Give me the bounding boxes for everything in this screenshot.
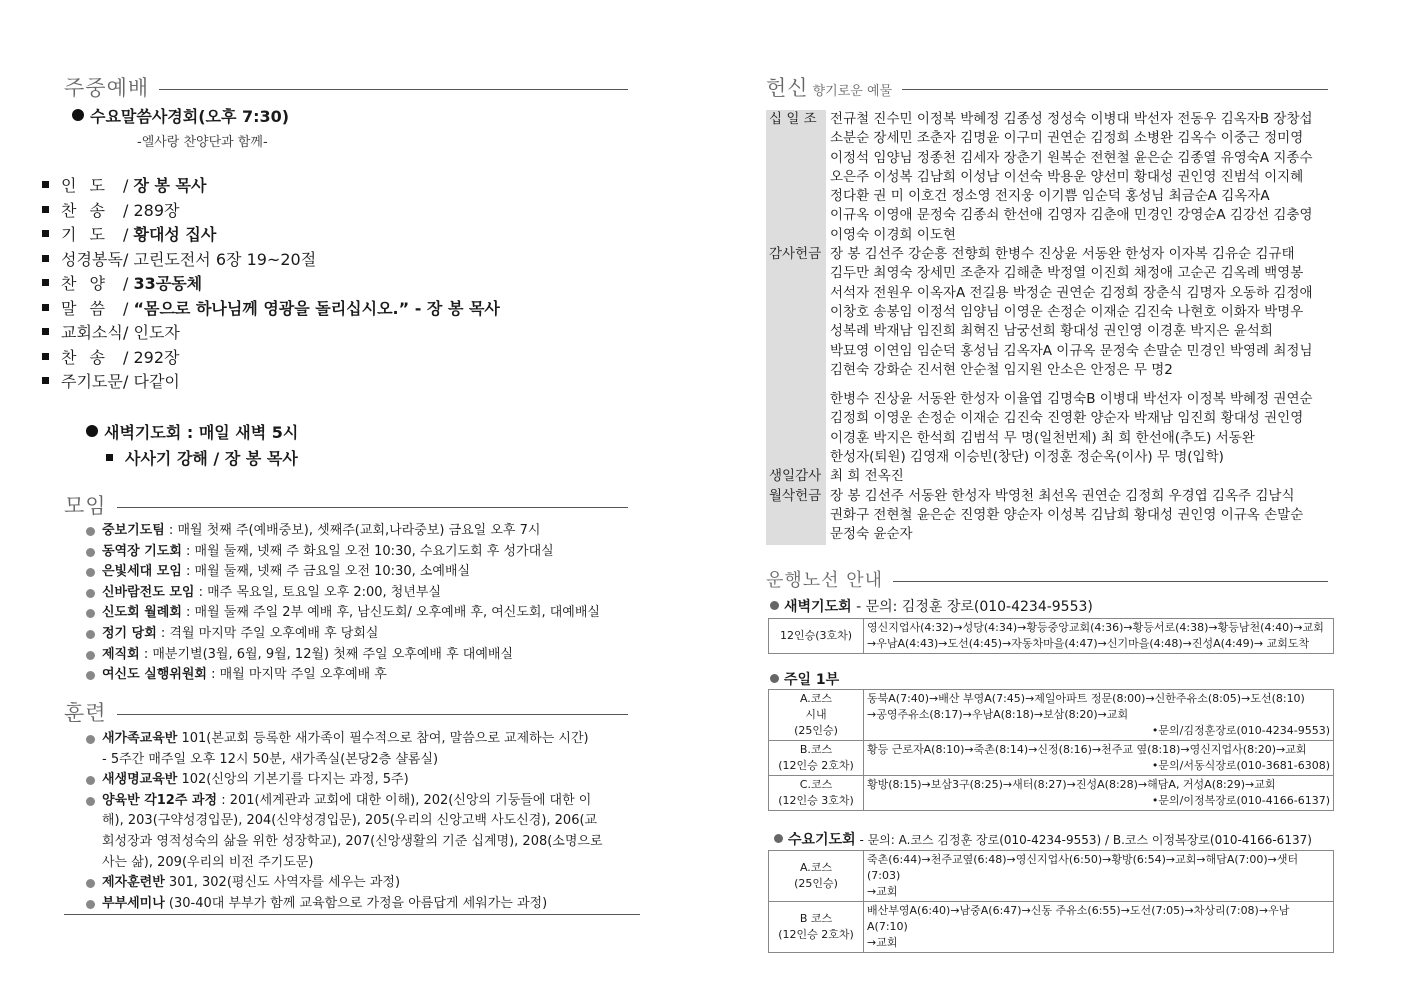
route-line: 황등 근로자A(8:10)→죽촌(8:14)→신정(8:16)→천주교 옆(8:18)→영신지업사(8:20)→교회: [867, 743, 1307, 756]
section-title-training: [64, 697, 628, 727]
title-rule: [117, 507, 628, 508]
route-line: →교회: [867, 885, 898, 898]
course-label: 12인승(3호차): [779, 629, 853, 642]
wed-service-heading: 수요말씀사경회(오후 7:30): [72, 104, 289, 127]
name-line: 박묘영 이연임 임순덕 홍성님 김옥자A 이규옥 문정숙 손말순 민경인 박영례 최정님: [830, 342, 1313, 359]
course-label: A.코스 (25인승): [794, 861, 838, 890]
offering-row: [766, 245, 1338, 467]
item-key: 제자훈련반: [102, 875, 165, 891]
item-key: 새생명교육반: [102, 772, 178, 788]
item-value: : 매월 둘째, 넷째 주 금요일 오전 10:30, 소예배실: [181, 564, 471, 580]
order-value: 33공동체: [133, 274, 203, 293]
offering-names: [826, 245, 1338, 467]
wed-bus-heading: 수요기도회 - 문의: A.코스 김정훈 장로(010-4234-9553) / B.코스 이정복장로(010-4166-6137): [774, 829, 1312, 849]
name-line: 오은주 이성복 김남희 이성남 이선숙 박용운 양선미 황대성 권인영 진범석 이지혜: [830, 168, 1304, 185]
item-value: : 매월 첫째 주(예배중보), 셋째주(교회,나라중보) 금요일 오후 7시: [164, 523, 541, 538]
worship-order-list: [42, 174, 500, 395]
offering-names: [826, 487, 1338, 545]
section-title-offering: [766, 72, 1328, 102]
item-value-2: - 5주간 매주일 오후 12시 50분, 새가족실(본당2층 샬롬실): [102, 751, 439, 767]
square-bullet-icon: [42, 377, 49, 384]
section-title-bus: [766, 566, 1328, 592]
item-value: : 매월 둘째, 넷째 주 화요일 오전 10:30, 수요기도회 후 성가대실: [181, 543, 554, 559]
route-line: 황방(8:15)→보삼3구(8:25)→새터(8:27)→진성A(8:28)→해담A, 거성A(8:29)→교회: [867, 778, 1276, 791]
order-item: [42, 297, 500, 322]
order-value: 장 봉 목사: [133, 176, 207, 195]
route-row: [769, 902, 1334, 953]
name-line: 장 봉 김선주 서동완 한성자 박영천 최선옥 권연순 김정희 우경엽 김옥주 김남식: [830, 487, 1295, 504]
list-item: [86, 873, 606, 894]
square-bullet-icon: [42, 181, 49, 188]
order-separator: /: [123, 298, 134, 318]
order-label: 기 도: [61, 225, 109, 244]
name-line: 김두만 최영숙 장세민 조춘자 김해춘 박정열 이진희 채정애 고순곤 김옥례 백영봉: [830, 265, 1304, 282]
name-line: 이정석 임양님 정종천 김세자 장춘기 원복순 전현철 윤은순 김종열 유영숙A 지종수: [830, 149, 1313, 166]
route-line: →교회: [867, 936, 898, 949]
square-bullet-icon: [42, 328, 49, 335]
spacer: [830, 380, 1338, 390]
order-label: 교회소식: [61, 323, 123, 342]
offering-row: [766, 487, 1338, 545]
list-item: [86, 770, 606, 791]
item-key: 새가족교육반: [102, 731, 178, 746]
item-value: : 매월 둘째 주일 2부 예배 후, 남신도회/ 오후예배 후, 여신도회, 대예배실: [181, 605, 600, 621]
order-separator: /: [123, 323, 134, 342]
square-bullet-icon: [42, 304, 49, 311]
item-value: (30-40대 부부가 함께 교육함으로 가정을 아름답게 세워가는 과정): [164, 895, 548, 911]
bullet-dot-icon: [770, 674, 779, 683]
order-value: 고린도전서 6장 19~20절: [133, 249, 317, 269]
title-rule: [159, 89, 628, 90]
list-item: [86, 624, 646, 645]
list-item: [86, 562, 646, 583]
order-label: 성경봉독: [61, 249, 123, 269]
offering-label: 감사헌금: [766, 245, 826, 467]
item-value: : 매주 목요일, 토요일 오후 2:00, 청년부실: [194, 584, 442, 600]
name-line: 이경훈 박지은 한석희 김범석 무 명(일천번제) 최 희 한선애(추도) 서동완: [830, 429, 1255, 446]
wed-service-note: -엘사랑 찬양단과 함께-: [137, 135, 268, 150]
order-label: 말 씀: [61, 298, 109, 318]
name-line: 이영숙 이경희 이도현: [830, 226, 956, 243]
name-line: 소분순 장세민 조춘자 김명윤 이구미 권연순 김정희 소병완 김옥수 이중근 정미영: [830, 130, 1304, 147]
offering-label: 십 일 조: [766, 110, 826, 245]
meetings-list: [86, 521, 646, 686]
square-bullet-icon: [106, 454, 113, 461]
bullet-dot-icon: [770, 601, 779, 610]
route-line: 죽촌(6:44)→천주교옆(6:48)→영신지업사(6:50)→황방(6:54)→교회→해담A(7:00)→샛터(7:03): [867, 853, 1299, 882]
course-label: C.코스 (12인승 3호차): [778, 778, 854, 807]
title-rule: [902, 89, 1328, 90]
course-label: A.코스 시내 (25인승): [794, 692, 838, 737]
order-item: [42, 248, 500, 273]
name-line: 전규철 진수민 이정복 박혜정 김종성 정성숙 이병대 박선자 전동우 김옥자B 장창섭: [830, 111, 1313, 127]
route-line: 배산부영A(6:40)→남중A(6:47)→신동 주유소(6:55)→도선(7:05)→차상리(7:08)→우남A(7:10): [867, 904, 1290, 933]
course-cell: [769, 619, 864, 654]
order-item: [42, 346, 500, 371]
order-item: [42, 370, 500, 395]
route-cell: [864, 776, 1334, 811]
list-item: [86, 645, 646, 666]
name-line: 문정숙 윤순자: [830, 526, 913, 543]
name-line: 정다환 권 미 이호건 정소영 전지웅 이기쁨 임순덕 홍성님 최금순A 김옥자A: [830, 188, 1270, 205]
route-line: 영신지업사(4:32)→성당(4:34)→황등중앙교회(4:36)→황등서로(4:38)→황등남천(4:40)→교회: [867, 621, 1324, 634]
dawn-prayer-sub: 사사기 강해 / 장 봉 목사: [106, 446, 298, 469]
order-value: 289장: [133, 200, 180, 220]
route-contact: •문의/김정훈장로(010-4234-9553): [1151, 724, 1330, 737]
sunday-bus-heading: 주일 1부: [770, 669, 839, 689]
square-bullet-icon: [42, 353, 49, 360]
training-title: 훈련: [64, 701, 107, 725]
order-separator: /: [123, 176, 134, 195]
section-title-worship: [64, 72, 628, 102]
offering-title: 헌신: [766, 76, 809, 100]
name-line: 한성자(퇴원) 김영재 이승빈(창단) 이정훈 정순옥(이사) 무 명(입학): [830, 449, 1224, 466]
square-bullet-icon: [42, 206, 49, 213]
bullet-dot-icon: [86, 425, 98, 437]
name-line: 김현숙 강화순 진서현 안순철 임지원 안소은 안정은 무 명2: [830, 361, 1173, 378]
route-cell: [864, 851, 1334, 902]
name-line: 장 봉 김선주 강순흥 전향희 한병수 진상윤 서동완 한성자 이자복 김유순 김규태: [830, 246, 1295, 263]
item-value: 102(신앙의 기본기를 다지는 과정, 5주): [177, 772, 409, 788]
title-rule: [893, 581, 1328, 582]
dawn-bus-table: [768, 618, 1334, 654]
name-line: 성복례 박재남 임진희 최혁진 남궁선희 황대성 권인영 이경훈 박지은 윤석희: [830, 323, 1273, 340]
item-key: 신도회 월례회: [102, 605, 182, 621]
route-row: [769, 776, 1334, 811]
route-row: [769, 741, 1334, 776]
list-item: [86, 791, 606, 873]
route-contact: •문의/이정복장로(010-4166-6137): [1151, 794, 1330, 807]
order-item: [42, 199, 500, 224]
sunday-bus-table: [768, 689, 1334, 811]
course-cell: [769, 851, 864, 902]
section-title-meetings: [64, 490, 628, 520]
order-value: 다같이: [133, 372, 180, 391]
title-rule: [117, 714, 628, 715]
route-row: [769, 851, 1334, 902]
offering-names: [826, 110, 1338, 245]
route-line: →공영주유소(8:17)→우남A(8:18)→보삼(8:20)→교회: [867, 708, 1129, 721]
item-value: 301, 302(평신도 사역자를 세우는 과정): [164, 875, 401, 891]
offering-subtitle: 향기로운 예물: [812, 83, 893, 99]
offering-row: [766, 467, 1338, 486]
course-label: B 코스 (12인승 2호차): [778, 912, 854, 941]
dawn-bus-heading: 새벽기도회 - 문의: 김정훈 장로(010-4234-9553): [770, 596, 1093, 616]
order-separator: /: [123, 372, 134, 391]
name-line: 김정희 이영운 손정순 이재순 김진숙 진영환 양순자 박재남 임진희 황대성 권인영: [830, 410, 1304, 427]
route-contact: •문의/서동식장로(010-3681-6308): [1151, 759, 1330, 772]
offering-row: [766, 110, 1338, 245]
route-row: [769, 619, 1334, 654]
order-label: 찬 양: [61, 274, 109, 293]
order-label: 주기도문: [61, 372, 123, 391]
item-key: 중보기도팀: [102, 523, 165, 538]
offering-names: [826, 467, 1338, 486]
order-separator: /: [123, 274, 134, 293]
list-item: [86, 603, 646, 624]
item-key: 여신도 실행위원회: [102, 667, 207, 683]
item-key: 부부세미나: [102, 895, 165, 911]
offering-label: 생일감사: [766, 467, 826, 486]
bus-title: 운행노선 안내: [766, 570, 884, 591]
route-row: [769, 690, 1334, 741]
name-line: 최 희 전옥진: [830, 468, 904, 485]
square-bullet-icon: [42, 279, 49, 286]
order-value: 인도자: [133, 323, 180, 342]
order-separator: /: [123, 200, 134, 220]
order-value: 292장: [133, 347, 180, 367]
list-item: [86, 521, 646, 542]
order-label: 인 도: [61, 176, 109, 195]
list-item: [86, 665, 646, 686]
item-key: 은빛세대 모임: [102, 564, 182, 580]
bottom-rule: [64, 914, 640, 915]
order-label: 찬 송: [61, 200, 109, 220]
square-bullet-icon: [42, 255, 49, 262]
order-item: [42, 223, 500, 248]
route-line: 동북A(7:40)→배산 부영A(7:45)→제일아파트 정문(8:00)→신한주유소(8:05)→도선(8:10): [867, 692, 1305, 705]
item-value: : 201(세계관과 교회에 대한 이해), 202(신앙의 기둥들에 대한 이해), 203(구약성경입문), 204(신약성경입문), 205(우리의 신앙고백 사도신경), 206(교회성장과 영적성숙의 삶을 위한 성장학교), 207(신앙생활의 기준 십계명), 208(소명으로 사는 삶), 209(우리의 비전 주기도문): [102, 792, 603, 870]
name-line: 한병수 진상윤 서동완 한성자 이율엽 김명숙B 이병대 박선자 이정복 박혜정 권연순: [830, 391, 1313, 408]
order-value: 황대성 집사: [133, 225, 217, 244]
order-item: [42, 321, 500, 346]
list-item: [86, 542, 646, 563]
item-key: 정기 당회: [102, 625, 157, 641]
training-list: [86, 729, 606, 914]
item-value: 101(본교회 등록한 새가족이 필수적으로 참여, 말씀으로 교제하는 시간): [177, 731, 589, 746]
route-cell: [864, 690, 1334, 741]
order-value: “몸으로 하나님께 영광을 돌리십시오.” - 장 봉 목사: [133, 298, 500, 318]
offering-label: 월삭헌금: [766, 487, 826, 545]
item-value: : 격월 마지막 주일 오후예배 후 당회실: [156, 625, 379, 641]
course-cell: [769, 776, 864, 811]
dawn-prayer-heading: 새벽기도회 : 매일 새벽 5시: [86, 420, 298, 443]
route-cell: [864, 619, 1334, 654]
route-cell: [864, 902, 1334, 953]
bullet-dot-icon: [774, 834, 783, 843]
item-value: : 매분기별(3월, 6월, 9월, 12월) 첫째 주일 오후예배 후 대예배실: [139, 646, 514, 662]
order-item: [42, 272, 500, 297]
item-key: 동역장 기도회: [102, 543, 182, 559]
order-separator: /: [123, 225, 134, 244]
name-line: 이규옥 이영애 문정숙 김종쇠 한선애 김영자 김춘애 민경인 강영순A 김강선 김충영: [830, 207, 1313, 224]
name-line: 서석자 전원우 이옥자A 전길용 박정순 권연순 김정희 장춘식 김명자 오동하 김정애: [830, 284, 1313, 301]
list-item: [86, 729, 606, 770]
order-item: [42, 174, 500, 199]
square-bullet-icon: [42, 230, 49, 237]
item-value: : 매월 마지막 주일 오후예배 후: [207, 667, 387, 683]
offering-table: [766, 110, 1338, 545]
course-cell: [769, 741, 864, 776]
item-key: 신바람전도 모임: [102, 584, 195, 600]
route-cell: [864, 741, 1334, 776]
course-cell: [769, 690, 864, 741]
order-label: 찬 송: [61, 347, 109, 367]
item-key: 제직회: [102, 646, 140, 662]
name-line: 이창호 송봉임 이정석 임양님 이영운 손정순 이재순 김진숙 나현호 이화자 박명우: [830, 303, 1304, 320]
course-cell: [769, 902, 864, 953]
wed-bus-table: [768, 850, 1334, 953]
name-line: 권화구 전현철 윤은순 진영환 양순자 이성복 김남희 황대성 권인영 이규옥 손말순: [830, 506, 1304, 523]
meetings-title: 모임: [64, 494, 107, 518]
bullet-dot-icon: [72, 109, 84, 121]
list-item: [86, 894, 606, 915]
item-key: 양육반 각12주 과정: [102, 792, 218, 808]
order-separator: /: [123, 249, 134, 269]
route-line: →우남A(4:43)→도선(4:45)→자동차마을(4:47)→신기마을(4:48)→진성A(4:49)→ 교회도착: [867, 637, 1310, 650]
order-separator: /: [123, 347, 134, 367]
course-label: B.코스 (12인승 2호차): [778, 743, 854, 772]
worship-title: 주중예배: [64, 76, 150, 100]
list-item: [86, 583, 646, 604]
